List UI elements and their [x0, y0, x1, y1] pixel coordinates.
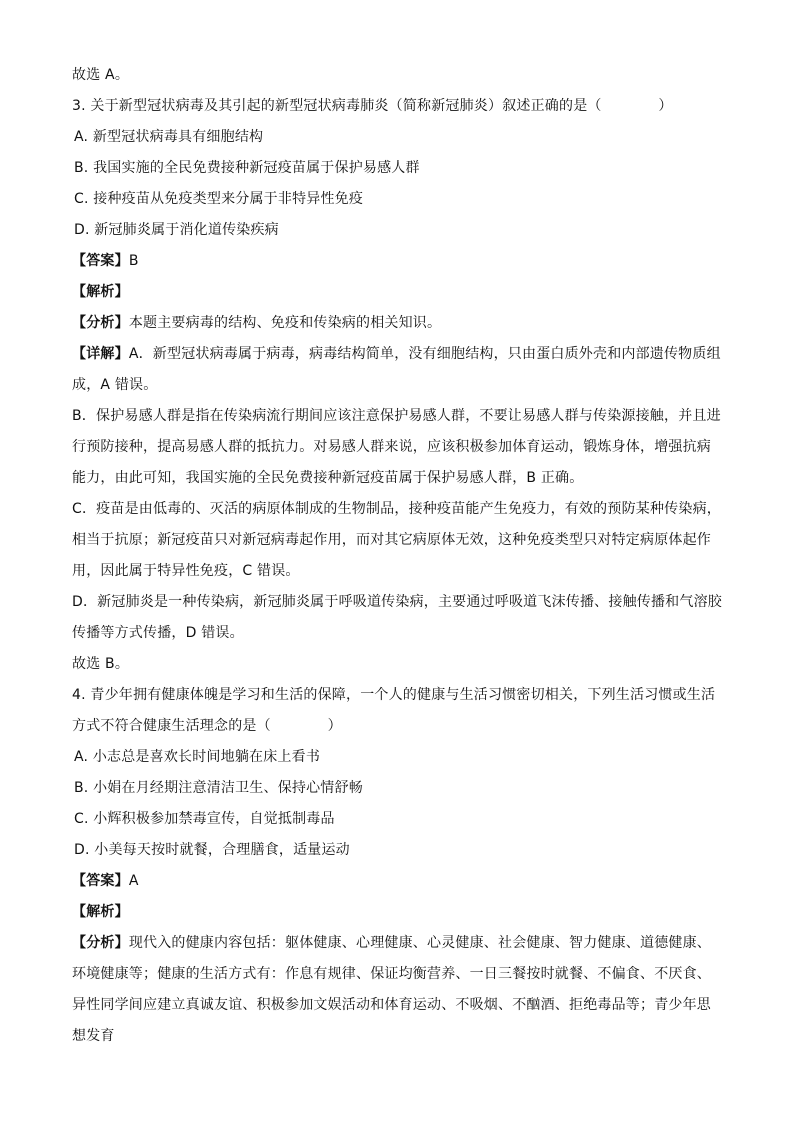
answer-value: A [128, 873, 139, 889]
document-page [72, 60, 722, 1052]
answer-tag: 【答案】 [72, 873, 129, 889]
answer-tag: 【答案】 [72, 253, 129, 269]
question-4-option-c: C. 小辉积极参加禁毒宣传，自觉抵制毒品 [74, 811, 335, 827]
answer-value: B [128, 253, 139, 269]
detail-tag: 【详解】 [72, 346, 129, 362]
question-4-option-d: D. 小美每天按时就餐，合理膳食，适量运动 [74, 842, 350, 858]
question-4-option-b: B. 小娟在月经期注意清洁卫生、保持心情舒畅 [74, 780, 363, 796]
question-3-detail-b: B．保护易感人群是指在传染病流行期间应该注意保护易感人群，不要让易感人群与传染源接触，并且进行预防接种，提高易感人群的抵抗力。对易感人群来说，应该积极参加体育运动，锻炼身体，增强抗病能力，由此可知，我国实施的全民免费接种新冠疫苗属于保护易感人群，B 正确。 [72, 408, 721, 486]
answer-conclusion: 故选 A。 [72, 67, 130, 83]
analysis-tag: 【解析】 [72, 904, 129, 920]
question-3-analysis-summary [72, 308, 722, 339]
summary-tag: 【分析】 [72, 315, 129, 331]
question-3-conclusion: 故选 B。 [72, 656, 130, 672]
question-3-detail-a [72, 339, 722, 401]
question-4-analysis-summary [72, 928, 722, 1052]
question-3-detail-d: D．新冠肺炎是一种传染病，新冠肺炎属于呼吸道传染病，主要通过呼吸道飞沫传播、接触传播和气溶胶传播等方式传播，D 错误。 [72, 594, 722, 641]
question-3-answer [72, 246, 722, 277]
detail-text: A．新型冠状病毒属于病毒，病毒结构简单，没有细胞结构，只由蛋白质外壳和内部遗传物质组成，A 错误。 [72, 346, 721, 393]
summary-tag: 【分析】 [72, 935, 129, 951]
analysis-tag: 【解析】 [72, 284, 129, 300]
question-4-answer [72, 866, 722, 897]
question-3-analysis-heading [72, 277, 722, 308]
question-3-stem: 3. 关于新型冠状病毒及其引起的新型冠状病毒肺炎（简称新冠肺炎）叙述正确的是（ ） [72, 98, 673, 114]
question-3-option-b: B. 我国实施的全民免费接种新冠疫苗属于保护易感人群 [74, 160, 420, 176]
question-3-option-a: A. 新型冠状病毒具有细胞结构 [74, 129, 264, 145]
summary-text: 本题主要病毒的结构、免疫和传染病的相关知识。 [128, 315, 442, 331]
question-4-option-a: A. 小志总是喜欢长时间地躺在床上看书 [74, 749, 321, 765]
question-4-analysis-heading [72, 897, 722, 928]
question-3-option-d: D. 新冠肺炎属于消化道传染疾病 [74, 222, 279, 238]
summary-text: 现代入的健康内容包括：躯体健康、心理健康、心灵健康、社会健康、智力健康、道德健康、环境健康等；健康的生活方式有：作息有规律、保证均衡营养、一日三餐按时就餐、不偏食、不厌食、异性同学间应建立真诚友谊、积极参加文娱活动和体育运动、不吸烟、不酗酒、拒绝毒品等；青少年思想发育 [72, 935, 712, 1044]
question-3-detail-c: C．疫苗是由低毒的、灭活的病原体制成的生物制品，接种疫苗能产生免疫力，有效的预防某种传染病，相当于抗原；新冠疫苗只对新冠病毒起作用，而对其它病原体无效，这种免疫类型只对特定病原体起作用，因此属于特异性免疫，C 错误。 [72, 501, 721, 579]
question-4-stem: 4. 青少年拥有健康体魄是学习和生活的保障，一个人的健康与生活习惯密切相关，下列生活习惯或生活方式不符合健康生活理念的是（ ） [72, 687, 716, 734]
question-3-option-c: C. 接种疫苗从免疫类型来分属于非特异性免疫 [74, 191, 364, 207]
